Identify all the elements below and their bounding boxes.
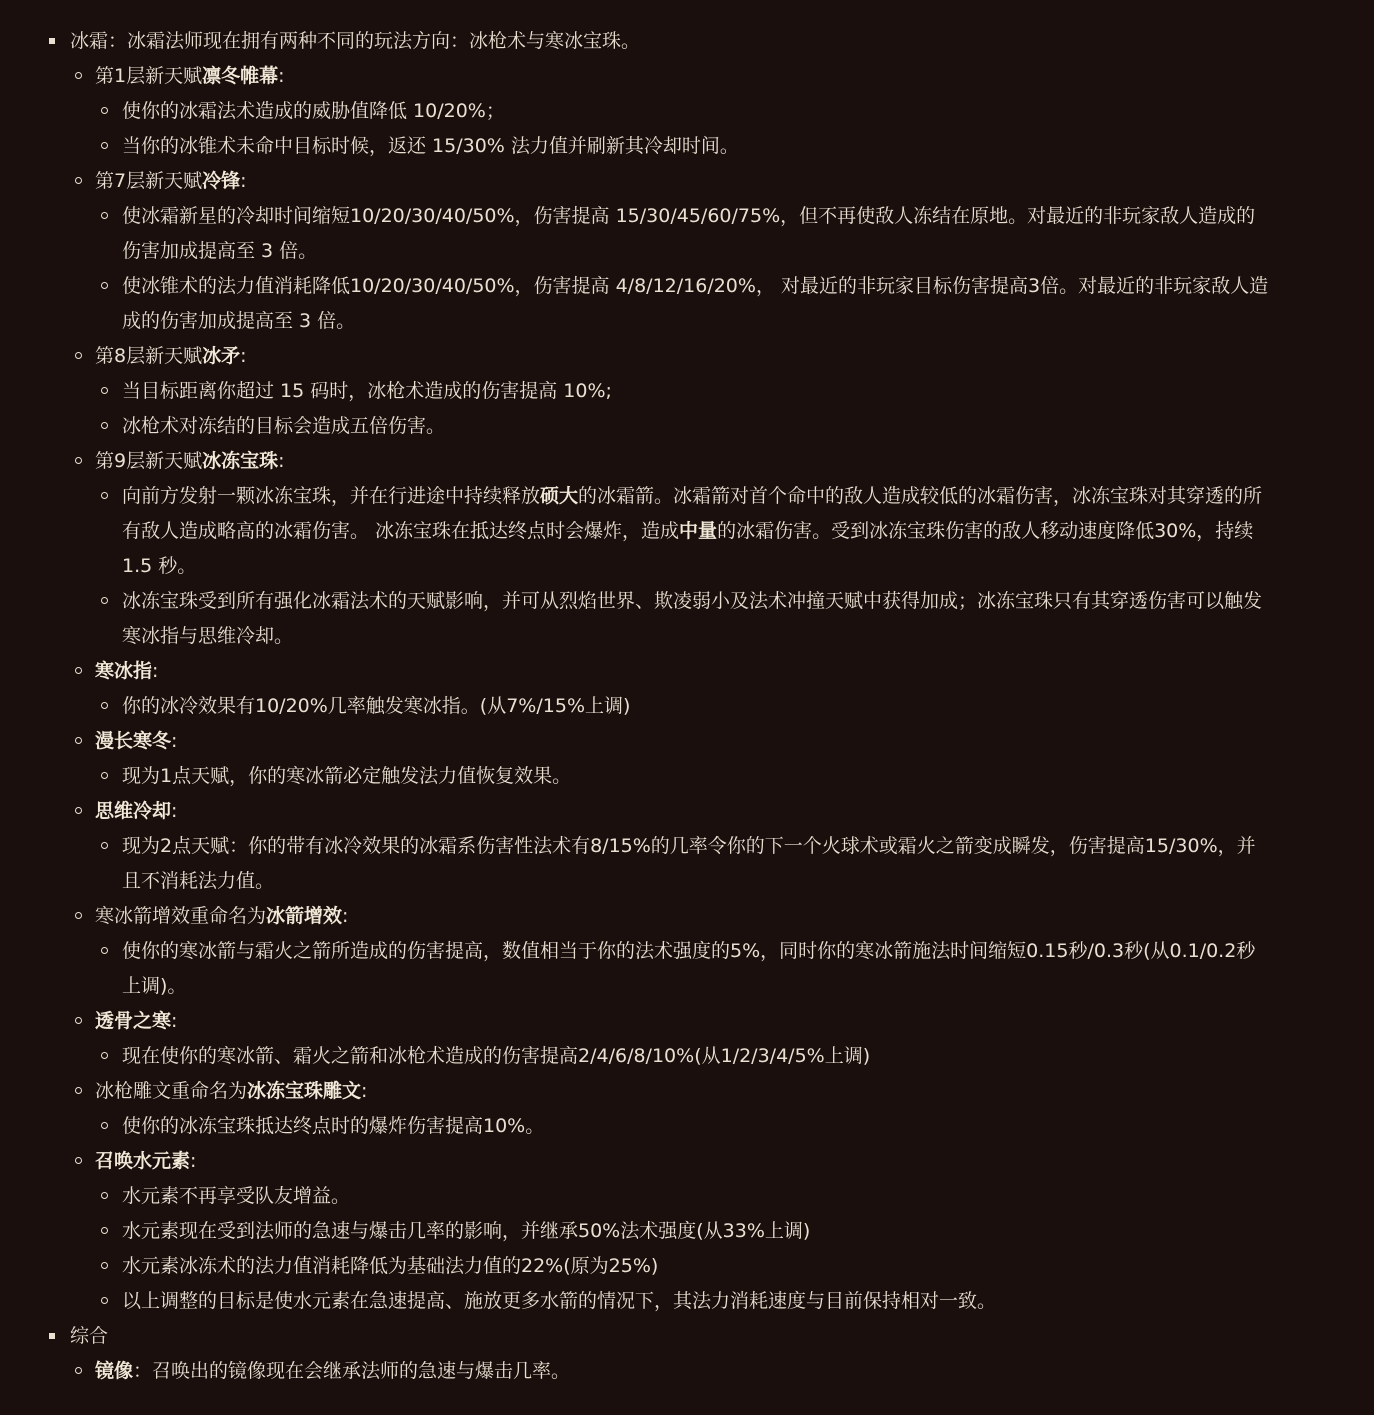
circle-bullet-icon: [101, 1192, 108, 1199]
circle-bullet-icon: [101, 1262, 108, 1269]
item-text: :: [171, 800, 178, 822]
detail-item: [0, 1214, 1272, 1249]
bold-term: 透骨之寒: [95, 1010, 172, 1032]
detail-item: [0, 479, 1272, 584]
detail-item: [0, 374, 1272, 409]
item-text: :: [171, 1010, 178, 1032]
item-text: 你的冰冷效果有10/20%几率触发寒冰指。(从7%/15%上调): [122, 695, 631, 717]
circle-bullet-icon: [75, 177, 82, 184]
item-text: 水元素冰冻术的法力值消耗降低为基础法力值的22%(原为25%): [122, 1255, 659, 1277]
talent-item: [0, 899, 1270, 934]
circle-bullet-icon: [101, 702, 108, 709]
item-text: :: [240, 345, 247, 367]
item-text: 冰枪雕文重命名为: [95, 1080, 248, 1102]
item-text: 冰冻宝珠受到所有强化冰霜法术的天赋影响，并可从烈焰世界、欺凌弱小及法术冲撞天赋中获得加成；冰冻宝珠只有其穿透伤害可以触发寒冰指与思维冷却。: [122, 590, 1263, 647]
talent-item: [0, 1074, 1270, 1109]
item-text: :: [240, 170, 247, 192]
item-text: 冰霜：冰霜法师现在拥有两种不同的玩法方向：冰枪术与寒冰宝珠。: [70, 30, 641, 52]
item-text: :: [152, 660, 159, 682]
circle-bullet-icon: [75, 72, 82, 79]
item-text: :: [278, 65, 285, 87]
talent-item: [0, 724, 1270, 759]
item-text: 以上调整的目标是使水元素在急速提高、施放更多水箭的情况下，其法力消耗速度与目前保持相对一致。: [122, 1290, 997, 1312]
circle-bullet-icon: [101, 107, 108, 114]
circle-bullet-icon: [101, 1227, 108, 1234]
item-text: ：召唤出的镜像现在会继承法师的急速与爆击几率。: [133, 1360, 571, 1382]
circle-bullet-icon: [75, 1157, 82, 1164]
talent-item: [0, 1354, 1270, 1389]
detail-item: [0, 409, 1272, 444]
bold-term: 冰箭增效: [266, 905, 343, 927]
bold-term: 寒冰指: [95, 660, 153, 682]
item-text: 的冰霜箭。冰霜箭对首个命中的敌人造成较低的冰霜伤害，冰冻宝珠对其穿透的所有敌人造成略高的冰霜伤害。 冰冻宝珠在抵达终点时会爆炸，造成: [122, 485, 1263, 542]
circle-bullet-icon: [75, 667, 82, 674]
item-text: 使冰霜新星的冷却时间缩短10/20/30/40/50%，伤害提高 15/30/45/60/75%，但不再使敌人冻结在原地。对最近的非玩家敌人造成的伤害加成提高至 3 倍。: [122, 205, 1256, 262]
item-text: 向前方发射一颗冰冻宝珠，并在行进途中持续释放: [122, 485, 541, 507]
item-text: 水元素不再享受队友增益。: [122, 1185, 351, 1207]
bold-term: 思维冷却: [95, 800, 172, 822]
circle-bullet-icon: [101, 842, 108, 849]
talent-item: [0, 339, 1270, 374]
item-text: 现为1点天赋，你的寒冰箭必定触发法力值恢复效果。: [122, 765, 572, 787]
circle-bullet-icon: [75, 807, 82, 814]
item-text: :: [190, 1150, 197, 1172]
bold-term: 镜像: [95, 1360, 134, 1382]
bold-term: 冰矛: [202, 345, 241, 367]
circle-bullet-icon: [101, 492, 108, 499]
item-text: 使你的冰冻宝珠抵达终点时的爆炸伤害提高10%。: [122, 1115, 545, 1137]
detail-item: [0, 269, 1272, 339]
detail-item: [0, 1179, 1272, 1214]
item-text: 现为2点天赋：你的带有冰冷效果的冰霜系伤害性法术有8/15%的几率令你的下一个火球术或霜火之箭变成瞬发，伤害提高15/30%，并且不消耗法力值。: [122, 835, 1256, 892]
talent-item: [0, 444, 1270, 479]
bold-term: 冷锋: [202, 170, 241, 192]
item-text: :: [171, 730, 178, 752]
circle-bullet-icon: [75, 352, 82, 359]
circle-bullet-icon: [75, 912, 82, 919]
bold-term: 召唤水元素: [95, 1150, 191, 1172]
circle-bullet-icon: [101, 422, 108, 429]
circle-bullet-icon: [75, 1087, 82, 1094]
square-bullet-icon: [49, 38, 55, 44]
square-bullet-icon: [49, 1333, 55, 1339]
circle-bullet-icon: [101, 1122, 108, 1129]
detail-item: [0, 689, 1272, 724]
circle-bullet-icon: [101, 1297, 108, 1304]
item-text: 使冰锥术的法力值消耗降低10/20/30/40/50%，伤害提高 4/8/12/16/20%， 对最近的非玩家目标伤害提高3倍。对最近的非玩家敌人造成的伤害加成提高至 3 倍。: [122, 275, 1269, 332]
bold-term: 冰冻宝珠雕文: [247, 1080, 362, 1102]
item-text: :: [342, 905, 349, 927]
circle-bullet-icon: [101, 597, 108, 604]
circle-bullet-icon: [75, 1017, 82, 1024]
item-text: 使你的冰霜法术造成的威胁值降低 10/20%；: [122, 100, 505, 122]
circle-bullet-icon: [75, 1367, 82, 1374]
section-item: [0, 1319, 1270, 1354]
bold-term: 凛冬帷幕: [202, 65, 279, 87]
detail-item: [0, 1249, 1272, 1284]
item-text: 综合: [70, 1325, 109, 1347]
circle-bullet-icon: [75, 457, 82, 464]
item-text: 当目标距离你超过 15 码时，冰枪术造成的伤害提高 10%;: [122, 380, 612, 402]
item-text: :: [278, 450, 285, 472]
detail-item: [0, 759, 1272, 794]
item-text: 第9层新天赋: [95, 450, 203, 472]
item-text: 第1层新天赋: [95, 65, 203, 87]
circle-bullet-icon: [75, 737, 82, 744]
detail-item: [0, 584, 1272, 654]
detail-item: [0, 1284, 1272, 1319]
circle-bullet-icon: [101, 142, 108, 149]
item-text: 第8层新天赋: [95, 345, 203, 367]
item-text: 水元素现在受到法师的急速与爆击几率的影响，并继承50%法术强度(从33%上调): [122, 1220, 811, 1242]
talent-item: [0, 59, 1270, 94]
section-item: [0, 24, 1270, 59]
item-text: 使你的寒冰箭与霜火之箭所造成的伤害提高，数值相当于你的法术强度的5%，同时你的寒冰箭施法时间缩短0.15秒/0.3秒(从0.1/0.2秒上调)。: [122, 940, 1256, 997]
detail-item: [0, 1039, 1272, 1074]
circle-bullet-icon: [101, 212, 108, 219]
item-text: 第7层新天赋: [95, 170, 203, 192]
talent-item: [0, 654, 1270, 689]
circle-bullet-icon: [101, 947, 108, 954]
detail-item: [0, 94, 1272, 129]
detail-item: [0, 199, 1272, 269]
item-text: 冰枪术对冻结的目标会造成五倍伤害。: [122, 415, 446, 437]
bold-term: 冰冻宝珠: [202, 450, 279, 472]
talent-item: [0, 794, 1270, 829]
talent-item: [0, 1004, 1270, 1039]
detail-item: [0, 934, 1272, 1004]
item-text: 当你的冰锥术未命中目标时候，返还 15/30% 法力值并刷新其冷却时间。: [122, 135, 739, 157]
circle-bullet-icon: [101, 772, 108, 779]
bold-term: 中量: [679, 520, 718, 542]
circle-bullet-icon: [101, 282, 108, 289]
talent-item: [0, 1144, 1270, 1179]
talent-item: [0, 164, 1270, 199]
item-text: 现在使你的寒冰箭、霜火之箭和冰枪术造成的伤害提高2/4/6/8/10%(从1/2/3/4/5%上调): [122, 1045, 871, 1067]
circle-bullet-icon: [101, 387, 108, 394]
item-text: 寒冰箭增效重命名为: [95, 905, 267, 927]
item-text: 的冰霜伤害。受到冰冻宝珠伤害的敌人移动速度降低30%，持续 1.5 秒。: [122, 520, 1254, 577]
detail-item: [0, 129, 1272, 164]
detail-item: [0, 1109, 1272, 1144]
detail-item: [0, 829, 1272, 899]
bold-term: 硕大: [540, 485, 579, 507]
item-text: :: [361, 1080, 368, 1102]
circle-bullet-icon: [101, 1052, 108, 1059]
bold-term: 漫长寒冬: [95, 730, 172, 752]
